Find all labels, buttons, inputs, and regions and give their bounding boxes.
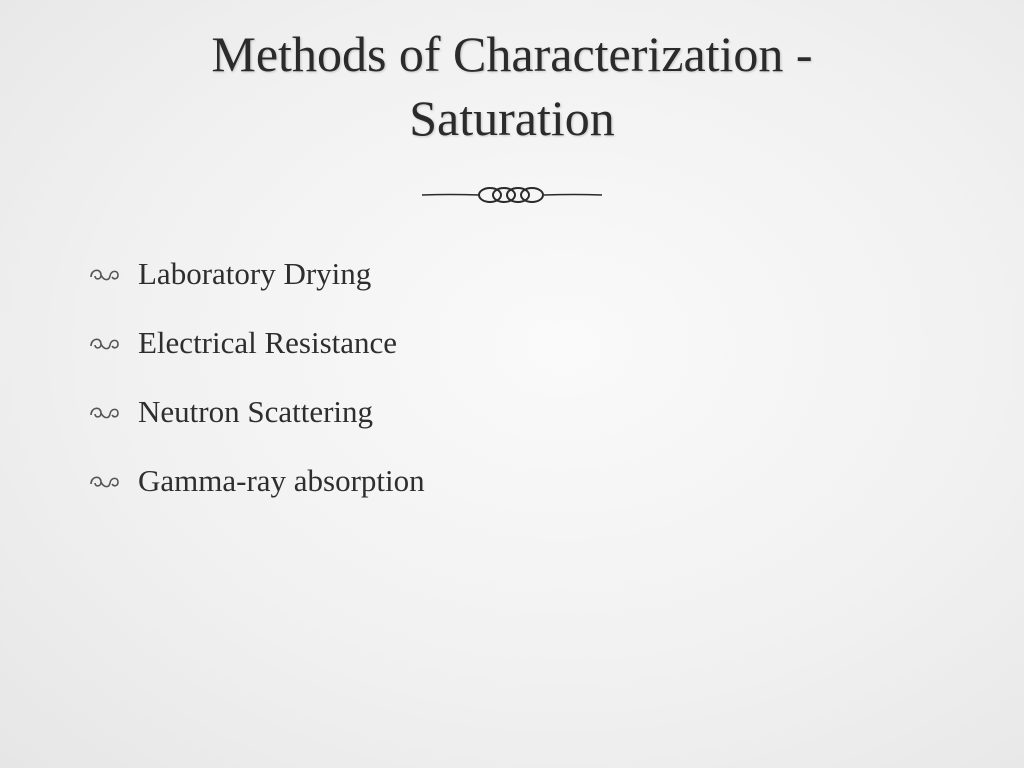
list-item (88, 321, 425, 365)
slide-title-line-2: Saturation (409, 90, 615, 146)
slide-title-line-1: Methods of Characterization - (211, 26, 813, 82)
list-item (88, 390, 425, 434)
curl-bullet-icon (88, 332, 122, 354)
bullet-text: Neutron Scattering (138, 394, 374, 429)
curl-bullet-icon (88, 470, 122, 492)
slide-title (60, 22, 964, 150)
list-item (88, 459, 425, 503)
bullet-list (88, 252, 425, 528)
bullet-text: Gamma-ray absorption (138, 463, 425, 498)
curl-bullet-icon (88, 401, 122, 423)
curl-bullet-icon (88, 263, 122, 285)
ornamental-flourish-icon (420, 180, 604, 210)
bullet-text: Electrical Resistance (138, 325, 398, 360)
bullet-text: Laboratory Drying (138, 256, 372, 291)
list-item (88, 252, 425, 296)
